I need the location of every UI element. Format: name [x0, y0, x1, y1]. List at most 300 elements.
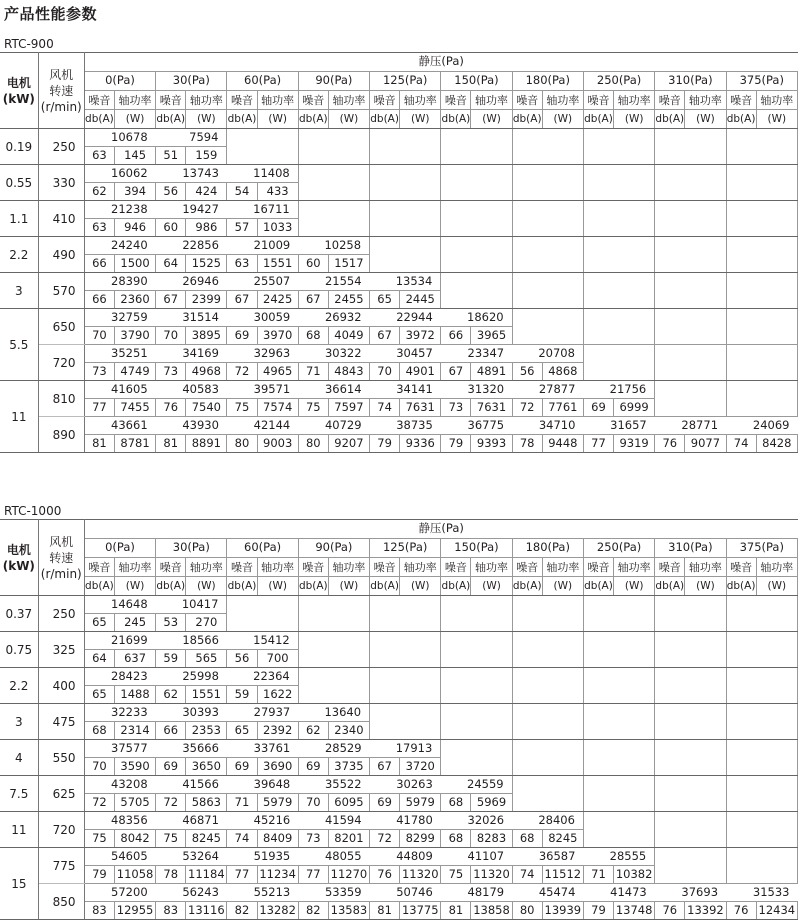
- power-value: 9207: [328, 435, 369, 453]
- noise-value: 82: [298, 902, 328, 920]
- speed-header-line: 转速: [49, 83, 74, 98]
- noise-value: 79: [370, 435, 400, 453]
- power-value: 2314: [114, 722, 155, 740]
- noise-value: 76: [726, 902, 756, 920]
- airflow-value: 7594: [189, 129, 219, 144]
- power-value: 8283: [471, 830, 512, 848]
- empty-cell: [726, 812, 797, 848]
- power-unit: (W): [542, 110, 583, 129]
- empty-cell: [655, 129, 726, 165]
- noise-value: 65: [84, 614, 114, 632]
- power-header: 轴功率: [614, 91, 655, 110]
- performance-table-rtc-900: [0, 52, 798, 453]
- power-header: 轴功率: [400, 558, 441, 577]
- noise-value: 80: [227, 435, 257, 453]
- table-row: [0, 417, 798, 435]
- power-value: 2340: [328, 722, 369, 740]
- empty-cell: [726, 668, 797, 704]
- empty-cell: [655, 345, 726, 381]
- empty-cell: [726, 201, 797, 237]
- noise-value: 70: [298, 794, 328, 812]
- airflow-value: 22944: [396, 309, 433, 324]
- motor-kw: 0.37: [0, 596, 38, 632]
- pressure-header: 30(Pa): [156, 539, 227, 558]
- motor-kw: 0.75: [0, 632, 38, 668]
- pressure-header: 150(Pa): [441, 539, 512, 558]
- power-value: 270: [186, 614, 227, 632]
- performance-table-rtc-1000: [0, 519, 798, 920]
- noise-header: 噪音: [583, 91, 613, 110]
- noise-header: 噪音: [655, 558, 685, 577]
- pressure-header: 60(Pa): [227, 539, 298, 558]
- empty-cell: [298, 596, 369, 632]
- airflow-value: 53264: [182, 848, 219, 863]
- power-value: 946: [114, 219, 155, 237]
- motor-kw: 2.2: [0, 668, 38, 704]
- noise-value: 79: [84, 866, 114, 884]
- noise-value: 80: [298, 435, 328, 453]
- airflow-value: 23347: [467, 345, 505, 360]
- airflow-value: 39571: [253, 381, 291, 396]
- noise-value: 62: [84, 183, 114, 201]
- power-value: 1551: [257, 255, 298, 273]
- fan-speed: 720: [38, 345, 84, 381]
- fan-speed: 490: [38, 237, 84, 273]
- noise-value: 77: [298, 866, 328, 884]
- fan-speed: 330: [38, 165, 84, 201]
- table-row: [0, 812, 798, 830]
- fan-speed: 810: [38, 381, 84, 417]
- noise-header: 噪音: [726, 558, 756, 577]
- table-row: [0, 668, 798, 686]
- noise-header: 噪音: [227, 91, 257, 110]
- noise-value: 74: [227, 830, 257, 848]
- power-value: 1517: [328, 255, 369, 273]
- power-value: 4868: [542, 363, 583, 381]
- noise-header: 噪音: [227, 558, 257, 577]
- noise-value: 67: [156, 291, 186, 309]
- pressure-header: 180(Pa): [512, 72, 583, 91]
- power-value: 9319: [614, 435, 655, 453]
- airflow-value: 32233: [111, 704, 148, 719]
- noise-value: 69: [370, 794, 400, 812]
- noise-value: 82: [227, 902, 257, 920]
- airflow-value: 35251: [111, 345, 148, 360]
- power-value: 986: [186, 219, 227, 237]
- power-value: 7540: [186, 399, 227, 417]
- noise-unit: db(A): [84, 110, 114, 129]
- power-value: 245: [114, 614, 155, 632]
- noise-unit: db(A): [370, 577, 400, 596]
- empty-cell: [726, 740, 797, 776]
- empty-cell: [583, 273, 654, 309]
- airflow-value: 36614: [324, 381, 362, 396]
- empty-cell: [227, 596, 298, 632]
- power-header: 轴功率: [542, 91, 583, 110]
- empty-cell: [655, 596, 726, 632]
- power-value: 11512: [542, 866, 583, 884]
- noise-value: 79: [441, 435, 471, 453]
- noise-header: 噪音: [726, 91, 756, 110]
- speed-header: [38, 520, 84, 596]
- noise-value: 62: [298, 722, 328, 740]
- fan-speed: 625: [38, 776, 84, 812]
- noise-value: 72: [512, 399, 542, 417]
- noise-value: 51: [156, 147, 186, 165]
- empty-cell: [370, 237, 441, 273]
- empty-cell: [726, 129, 797, 165]
- power-value: 5705: [114, 794, 155, 812]
- motor-kw: 5.5: [0, 309, 38, 381]
- empty-cell: [512, 632, 583, 668]
- power-unit: (W): [756, 577, 797, 596]
- speed-header-line: (r/min): [40, 99, 82, 114]
- power-value: 11270: [328, 866, 369, 884]
- header-row-units: [0, 110, 798, 129]
- noise-value: 70: [156, 327, 186, 345]
- motor-header-line: (kW): [2, 91, 35, 106]
- noise-value: 69: [227, 758, 257, 776]
- table-row: [0, 237, 798, 255]
- noise-value: 59: [227, 686, 257, 704]
- noise-value: 72: [156, 794, 186, 812]
- power-header: 轴功率: [614, 558, 655, 577]
- noise-value: 77: [583, 435, 613, 453]
- power-value: 3720: [400, 758, 441, 776]
- power-unit: (W): [756, 110, 797, 129]
- airflow-value: 17913: [395, 740, 433, 755]
- table-row: [0, 129, 798, 147]
- noise-value: 75: [227, 399, 257, 417]
- empty-cell: [298, 201, 369, 237]
- pressure-header: 30(Pa): [156, 72, 227, 91]
- power-value: 11320: [400, 866, 441, 884]
- power-header: 轴功率: [328, 558, 369, 577]
- static-pressure-header: 静压(Pa): [84, 53, 797, 72]
- noise-value: 54: [227, 183, 257, 201]
- empty-cell: [298, 668, 369, 704]
- table-row: [0, 884, 798, 902]
- noise-unit: db(A): [298, 577, 328, 596]
- power-value: 2455: [328, 291, 369, 309]
- noise-value: 63: [84, 219, 114, 237]
- noise-value: 53: [156, 614, 186, 632]
- airflow-value: 42144: [253, 417, 291, 432]
- power-value: 3790: [114, 327, 155, 345]
- page-title: 产品性能参数: [4, 5, 98, 23]
- noise-value: 66: [84, 255, 114, 273]
- airflow-value: 37693: [681, 884, 719, 899]
- empty-cell: [655, 740, 726, 776]
- power-value: 9448: [542, 435, 583, 453]
- noise-value: 74: [726, 435, 756, 453]
- fan-speed: 410: [38, 201, 84, 237]
- pressure-header: 125(Pa): [370, 539, 441, 558]
- motor-kw: 4: [0, 740, 38, 776]
- empty-cell: [655, 812, 726, 848]
- noise-value: 77: [227, 866, 257, 884]
- airflow-value: 53359: [324, 884, 362, 899]
- noise-value: 70: [84, 327, 114, 345]
- power-value: 9336: [400, 435, 441, 453]
- empty-cell: [441, 165, 512, 201]
- airflow-value: 31533: [752, 884, 790, 899]
- airflow-value: 26946: [182, 273, 219, 288]
- power-value: 2445: [400, 291, 441, 309]
- airflow-value: 22856: [182, 237, 219, 252]
- fan-speed: 250: [38, 596, 84, 632]
- power-value: 4968: [186, 363, 227, 381]
- empty-cell: [583, 776, 654, 812]
- empty-cell: [298, 129, 369, 165]
- power-value: 3895: [186, 327, 227, 345]
- power-value: 7455: [114, 399, 155, 417]
- noise-unit: db(A): [655, 110, 685, 129]
- table-row: [0, 345, 798, 363]
- noise-value: 56: [512, 363, 542, 381]
- power-value: 8245: [186, 830, 227, 848]
- header-row-static-pressure: [0, 53, 798, 72]
- header-row-labels: [0, 558, 798, 577]
- motor-kw: 3: [0, 273, 38, 309]
- empty-cell: [655, 668, 726, 704]
- noise-value: 72: [370, 830, 400, 848]
- motor-kw: 0.55: [0, 165, 38, 201]
- table-row: [0, 435, 798, 453]
- power-value: 9077: [685, 435, 726, 453]
- empty-cell: [441, 596, 512, 632]
- pressure-header: 250(Pa): [583, 72, 654, 91]
- fan-speed: 325: [38, 632, 84, 668]
- power-header: 轴功率: [471, 91, 512, 110]
- airflow-value: 44809: [396, 848, 433, 863]
- airflow-value: 18620: [467, 309, 504, 324]
- fan-speed: 850: [38, 884, 84, 920]
- power-value: 7574: [257, 399, 298, 417]
- airflow-value: 30393: [182, 704, 219, 719]
- airflow-value: 38735: [396, 417, 433, 432]
- noise-value: 81: [84, 435, 114, 453]
- power-value: 1488: [114, 686, 155, 704]
- power-value: 13939: [542, 902, 583, 920]
- airflow-value: 40583: [182, 381, 219, 396]
- header-row-pressures: [0, 72, 798, 91]
- power-value: 3970: [257, 327, 298, 345]
- noise-value: 68: [512, 830, 542, 848]
- empty-cell: [298, 165, 369, 201]
- power-value: 7631: [471, 399, 512, 417]
- power-value: 13392: [685, 902, 726, 920]
- noise-value: 62: [156, 686, 186, 704]
- airflow-value: 34169: [182, 345, 219, 360]
- motor-kw: 2.2: [0, 237, 38, 273]
- empty-cell: [512, 309, 583, 345]
- model-label-rtc-900: RTC-900: [4, 37, 54, 51]
- empty-cell: [370, 165, 441, 201]
- empty-cell: [726, 632, 797, 668]
- power-unit: (W): [186, 577, 227, 596]
- table-row: [0, 201, 798, 219]
- power-value: 1622: [257, 686, 298, 704]
- power-value: 6999: [614, 399, 655, 417]
- power-header: 轴功率: [756, 91, 797, 110]
- power-header: 轴功率: [542, 558, 583, 577]
- noise-value: 56: [156, 183, 186, 201]
- noise-value: 83: [84, 902, 114, 920]
- airflow-value: 10417: [181, 596, 219, 611]
- pressure-header: 180(Pa): [512, 539, 583, 558]
- empty-cell: [655, 776, 726, 812]
- empty-cell: [441, 740, 512, 776]
- airflow-value: 48055: [324, 848, 362, 863]
- noise-value: 73: [156, 363, 186, 381]
- airflow-value: 43208: [111, 776, 148, 791]
- noise-value: 60: [298, 255, 328, 273]
- noise-value: 72: [227, 363, 257, 381]
- power-value: 4749: [114, 363, 155, 381]
- pressure-header: 60(Pa): [227, 72, 298, 91]
- power-value: 2360: [114, 291, 155, 309]
- empty-cell: [726, 309, 797, 345]
- motor-kw: 3: [0, 704, 38, 740]
- power-value: 9003: [257, 435, 298, 453]
- power-unit: (W): [471, 110, 512, 129]
- power-value: 8428: [756, 435, 797, 453]
- noise-value: 67: [370, 758, 400, 776]
- speed-header-line: 转速: [49, 550, 74, 565]
- airflow-value: 24559: [467, 776, 504, 791]
- noise-header: 噪音: [512, 558, 542, 577]
- noise-value: 69: [156, 758, 186, 776]
- noise-unit: db(A): [583, 110, 613, 129]
- power-value: 8891: [186, 435, 227, 453]
- airflow-value: 10678: [111, 129, 148, 144]
- airflow-value: 21554: [324, 273, 362, 288]
- noise-value: 81: [441, 902, 471, 920]
- power-value: 12955: [114, 902, 155, 920]
- speed-header: [38, 53, 84, 129]
- noise-value: 67: [441, 363, 471, 381]
- power-value: 1033: [257, 219, 298, 237]
- power-header: 轴功率: [257, 91, 298, 110]
- empty-cell: [655, 201, 726, 237]
- fan-speed: 550: [38, 740, 84, 776]
- power-header: 轴功率: [186, 91, 227, 110]
- power-header: 轴功率: [400, 91, 441, 110]
- noise-value: 67: [370, 327, 400, 345]
- power-value: 2425: [257, 291, 298, 309]
- empty-cell: [726, 273, 797, 309]
- noise-value: 56: [227, 650, 257, 668]
- power-unit: (W): [114, 577, 155, 596]
- airflow-value: 39648: [253, 776, 291, 791]
- power-value: 8201: [328, 830, 369, 848]
- table-row: [0, 381, 798, 399]
- noise-header: 噪音: [156, 558, 186, 577]
- empty-cell: [655, 381, 726, 417]
- motor-kw: 15: [0, 848, 38, 920]
- airflow-value: 28423: [111, 668, 148, 683]
- noise-unit: db(A): [156, 577, 186, 596]
- power-value: 394: [114, 183, 155, 201]
- noise-unit: db(A): [84, 577, 114, 596]
- noise-unit: db(A): [655, 577, 685, 596]
- noise-value: 68: [441, 830, 471, 848]
- empty-cell: [655, 237, 726, 273]
- empty-cell: [655, 848, 726, 884]
- noise-unit: db(A): [726, 577, 756, 596]
- power-value: 2353: [186, 722, 227, 740]
- noise-header: 噪音: [655, 91, 685, 110]
- empty-cell: [583, 668, 654, 704]
- table-row: [0, 848, 798, 866]
- empty-cell: [441, 237, 512, 273]
- noise-value: 81: [370, 902, 400, 920]
- pressure-header: 375(Pa): [726, 72, 797, 91]
- noise-value: 68: [84, 722, 114, 740]
- noise-value: 70: [84, 758, 114, 776]
- power-header: 轴功率: [685, 91, 726, 110]
- power-value: 3972: [400, 327, 441, 345]
- noise-value: 57: [227, 219, 257, 237]
- power-value: 7761: [542, 399, 583, 417]
- power-value: 4901: [400, 363, 441, 381]
- power-value: 5863: [186, 794, 227, 812]
- power-value: 13858: [471, 902, 512, 920]
- airflow-value: 41594: [324, 812, 362, 827]
- noise-value: 73: [84, 363, 114, 381]
- power-value: 12434: [756, 902, 797, 920]
- noise-unit: db(A): [441, 110, 471, 129]
- empty-cell: [512, 273, 583, 309]
- airflow-value: 30263: [396, 776, 433, 791]
- empty-cell: [512, 237, 583, 273]
- noise-value: 79: [583, 902, 613, 920]
- power-value: 1500: [114, 255, 155, 273]
- table-row: [0, 632, 798, 650]
- airflow-value: 34141: [396, 381, 433, 396]
- airflow-value: 14648: [111, 596, 148, 611]
- pressure-header: 250(Pa): [583, 539, 654, 558]
- noise-header: 噪音: [512, 91, 542, 110]
- noise-value: 66: [441, 327, 471, 345]
- airflow-value: 24240: [111, 237, 148, 252]
- power-value: 8245: [542, 830, 583, 848]
- power-value: 11234: [257, 866, 298, 884]
- power-header: 轴功率: [257, 558, 298, 577]
- noise-value: 75: [441, 866, 471, 884]
- power-value: 8299: [400, 830, 441, 848]
- noise-value: 76: [655, 902, 685, 920]
- power-value: 8781: [114, 435, 155, 453]
- empty-cell: [512, 596, 583, 632]
- power-value: 3590: [114, 758, 155, 776]
- airflow-value: 21009: [253, 237, 291, 252]
- pressure-header: 310(Pa): [655, 72, 726, 91]
- empty-cell: [370, 668, 441, 704]
- fan-speed: 475: [38, 704, 84, 740]
- noise-header: 噪音: [298, 558, 328, 577]
- empty-cell: [726, 776, 797, 812]
- airflow-value: 41107: [467, 848, 505, 863]
- airflow-value: 41473: [610, 884, 647, 899]
- noise-value: 71: [227, 794, 257, 812]
- noise-value: 76: [156, 399, 186, 417]
- power-value: 13116: [186, 902, 227, 920]
- noise-header: 噪音: [370, 558, 400, 577]
- power-unit: (W): [400, 110, 441, 129]
- power-value: 3690: [257, 758, 298, 776]
